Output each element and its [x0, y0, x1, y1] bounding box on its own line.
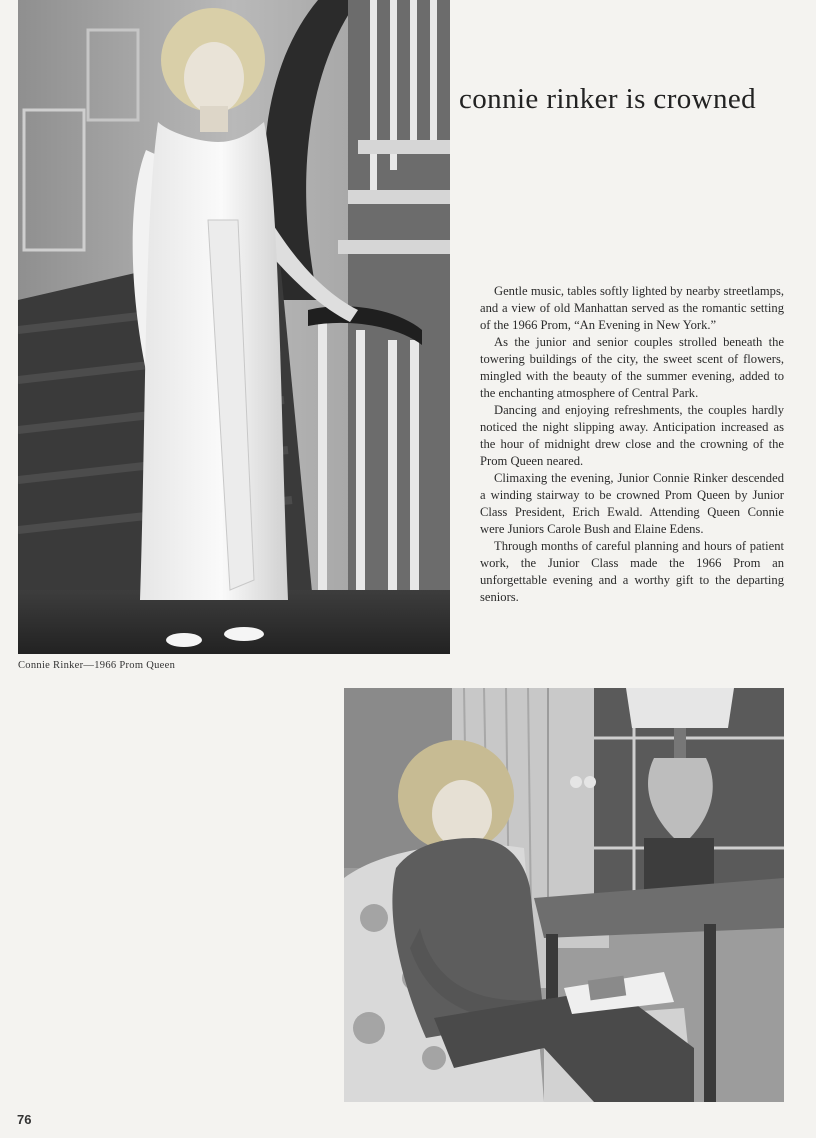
- photo-caption: Connie Rinker—1966 Prom Queen: [18, 660, 176, 671]
- article-paragraph: As the junior and senior couples strolled beneath the towering buildings of the city, the sweet scent of flowers, mingled with the beauty of the summer evening, added to the enchanting atmosphere of Central Park.: [480, 335, 784, 400]
- article-paragraph: Gentle music, tables softly lighted by nearby streetlamps, and a view of old Manhattan served as the romantic setting of the 1966 Prom, “An Evening in New York.”: [480, 284, 784, 332]
- page-number: 76: [17, 1112, 32, 1127]
- article-paragraph: Dancing and enjoying refreshments, the couples hardly noticed the night slipping away. Anticipation increased as the hour of midnight drew close and the crowning of the Prom Queen neared.: [480, 403, 784, 468]
- page-title: connie rinker is crowned: [459, 83, 757, 115]
- article-body: [480, 283, 784, 606]
- prom-queen-photo: [18, 0, 450, 654]
- article-paragraph: Through months of careful planning and hours of patient work, the Junior Class made the 1966 Prom an unforgettable evening and a worthy gift to the departing seniors.: [480, 539, 784, 604]
- seated-portrait-photo: [344, 688, 784, 1102]
- article-paragraph: Climaxing the evening, Junior Connie Rinker descended a winding stairway to be crowned Prom Queen by Junior Class President, Erich Ewald. Attending Queen Connie were Juniors Carole Bush and Elaine Edens.: [480, 471, 784, 536]
